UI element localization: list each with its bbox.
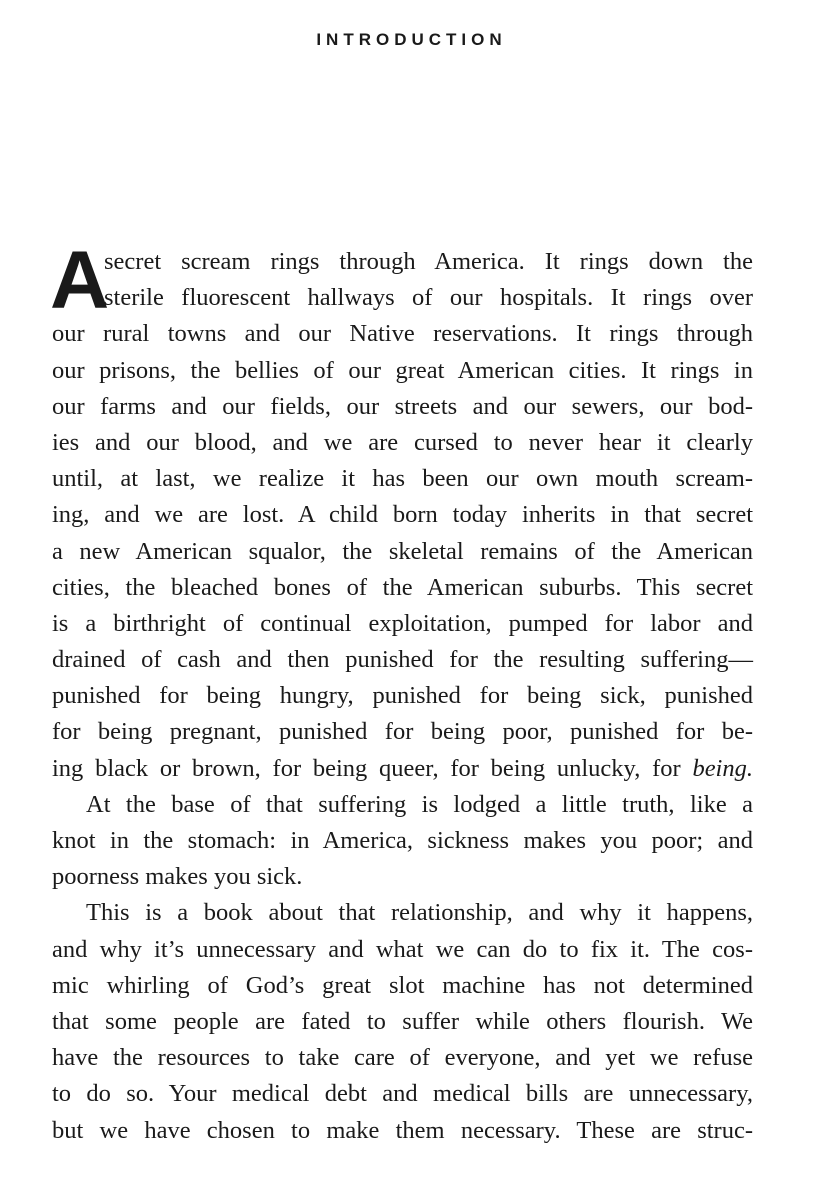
- text-segment: ing black or brown, for being queer, for being unlucky, for: [52, 754, 693, 782]
- text-line: is a birthright of continual exploitation, pumped for labor and: [52, 609, 753, 637]
- text-line: to do so. Your medical debt and medical bills are unnecessary,: [52, 1080, 753, 1108]
- text-line-with-italic: [52, 751, 753, 787]
- text-line: for being pregnant, punished for being poor, punished for be-: [52, 718, 753, 746]
- text-line: have the resources to take care of everyone, and yet we refuse: [52, 1044, 753, 1072]
- text-line: This is a book about that relationship, and why it happens,: [86, 899, 753, 927]
- italic-word: being.: [692, 754, 753, 782]
- text-line: poorness makes you sick.: [52, 863, 303, 891]
- drop-cap: A: [50, 235, 110, 326]
- text-line: a new American squalor, the skeletal remains of the American: [52, 537, 753, 565]
- text-line: our prisons, the bellies of our great American cities. It rings in: [52, 356, 753, 384]
- text-line: knot in the stomach: in America, sickness makes you poor; and: [52, 827, 753, 854]
- text-line: our farms and our fields, our streets and our sewers, our bod-: [52, 392, 753, 420]
- text-line: ing, and we are lost. A child born today inherits in that secret: [52, 501, 753, 529]
- text-line: cities, the bleached bones of the American suburbs. This secret: [52, 573, 753, 601]
- chapter-title: INTRODUCTION: [316, 30, 507, 49]
- text-line: but we have chosen to make them necessary. These are struc-: [52, 1116, 753, 1144]
- text-line: that some people are fated to suffer while others flourish. We: [52, 1007, 753, 1035]
- text-line: At the base of that suffering is lodged a little truth, like a: [86, 790, 753, 818]
- text-line: ies and our blood, and we are cursed to never hear it clearly: [52, 428, 753, 456]
- text-line: sterile fluorescent hallways of our hospitals. It rings over: [104, 284, 753, 312]
- text-line: drained of cash and then punished for the resulting suffering—: [52, 646, 753, 674]
- text-line: and why it’s unnecessary and what we can do to fix it. The cos-: [52, 935, 753, 963]
- text-line: punished for being hungry, punished for being sick, punished: [52, 682, 753, 710]
- text-line: mic whirling of God’s great slot machine has not determined: [52, 971, 753, 999]
- text-line: our rural towns and our Native reservations. It rings through: [52, 320, 753, 348]
- text-line: secret scream rings through America. It rings down the: [104, 248, 753, 275]
- text-line: until, at last, we realize it has been our own mouth scream-: [52, 465, 753, 493]
- body-text: [50, 235, 753, 1149]
